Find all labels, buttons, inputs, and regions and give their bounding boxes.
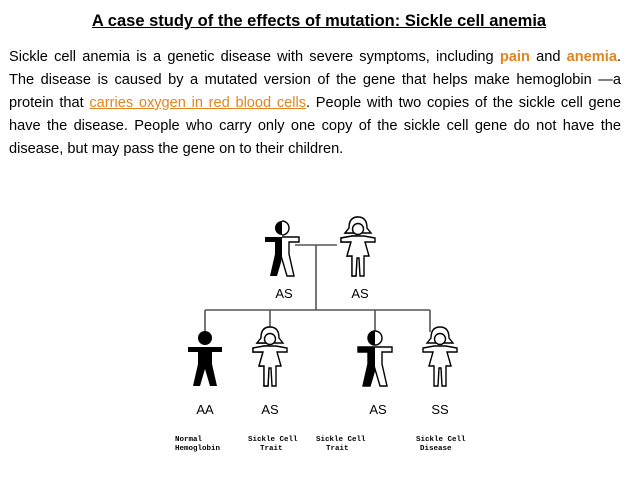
child-disease-icon	[423, 327, 457, 386]
text-run: . People with two copies of the sickle cell gene have the disease. People who carry only one copy of the sickle cell gene do not have the disease, but may pass the gene on to their children.	[9, 95, 621, 157]
child-caption: Sickle Cell	[416, 436, 466, 444]
child-caption: Sickle Cell	[248, 436, 298, 444]
child-caption: Normal	[175, 436, 203, 444]
pedigree-lines	[205, 245, 430, 332]
child-caption: Hemoglobin	[175, 445, 221, 453]
parent-father-icon	[265, 221, 299, 276]
child-trait-male-icon	[358, 331, 392, 386]
oxygen-link[interactable]: carries oxygen in red blood cells	[89, 95, 307, 111]
child-genotype-label: AS	[261, 402, 279, 417]
text-run: . The disease is caused by a mutated version of the gene that helps make hemoglobin —a protein that	[9, 49, 621, 111]
child-trait-female-icon	[253, 327, 287, 386]
child-caption: Trait	[326, 445, 349, 453]
child-caption: Trait	[260, 445, 283, 453]
page-title: A case study of the effects of mutation: Sickle cell anemia	[91, 12, 547, 30]
text-run: and	[529, 49, 567, 65]
text-run: Sickle cell anemia is a genetic disease with severe symptoms, including	[9, 49, 500, 65]
child-genotype-label: SS	[431, 402, 449, 417]
child-genotype-label: AS	[369, 402, 387, 417]
keyword-anemia: anemia	[566, 49, 617, 65]
child-caption: Disease	[420, 445, 452, 453]
parent-genotype-label: AS	[351, 286, 369, 301]
child-normal-icon	[188, 331, 222, 386]
keyword-pain: pain	[499, 49, 530, 65]
parent-genotype-label: AS	[275, 286, 293, 301]
child-caption: Sickle Cell	[316, 436, 366, 444]
parent-mother-icon	[341, 217, 375, 276]
child-genotype-label: AA	[196, 402, 214, 417]
